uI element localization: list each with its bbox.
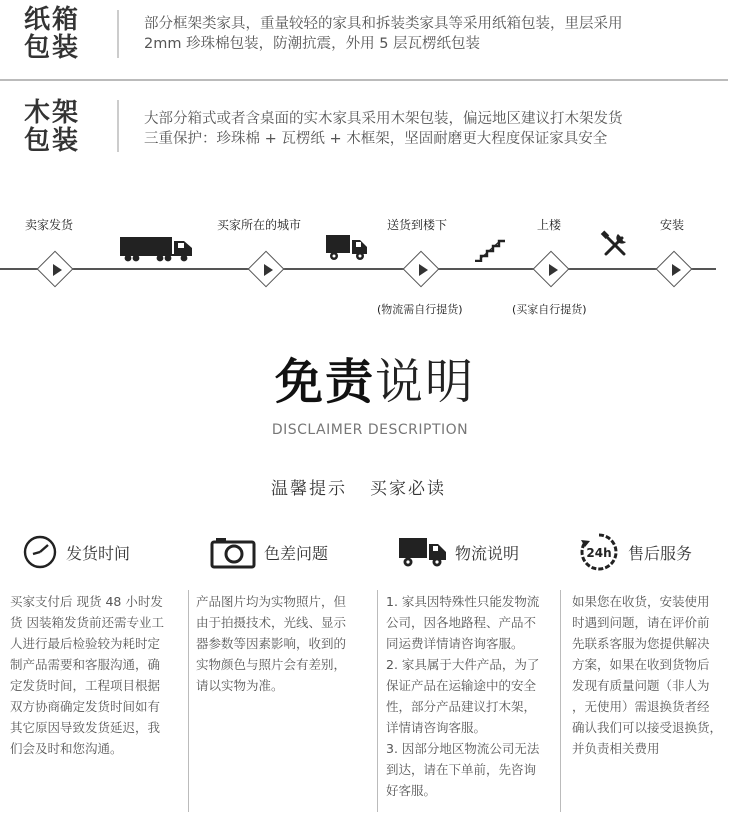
disclaimer-title: 免责说明 xyxy=(274,354,476,410)
disclaimer-subtitle: DISCLAIMER DESCRIPTION xyxy=(271,422,469,438)
svg-text:24h: 24h xyxy=(586,546,612,560)
tip-left: 温馨提示 xyxy=(271,479,347,499)
carton-divider xyxy=(117,10,119,58)
column-text-color-difference: 产品图片均为实物照片，但 由于拍摄技术，光线、显示 器参数等因素影响，收到的 实物颜色与照片会有差别， 请以实物为准。 xyxy=(196,594,347,693)
flow-line xyxy=(0,268,716,270)
note-buyer-pickup: (买家自行提货) xyxy=(512,303,587,316)
column-text-shipping-time: 买家支付后 现货 48 小时发 货 因装箱发货前还需专业工 人进行最后检验较为耗时定 制产品需要和客服沟通，确 定发货时间，工程项目根据 双方协商确定发货时间如有 其它原因导致发货延迟，我 们会及时和您沟通。 xyxy=(10,594,164,756)
stairs-icon xyxy=(474,238,508,262)
column-separator xyxy=(560,590,561,812)
column-head-logistics: 物流说明 xyxy=(399,530,519,574)
play-icon xyxy=(419,264,428,276)
tip-right: 买家必读 xyxy=(370,479,446,499)
flow-node-1 xyxy=(40,256,70,286)
step-label-seller-ships: 卖家发货 xyxy=(25,218,74,232)
column-text-after-sales: 如果您在收货，安装使用 时遇到问题，请在评价前 先联系客服为您提供解决 方案，如果在收到货物后 发现有质量问题（非人为 ，无使用）需退换货者经 确认我们可以接受退换货， 并负责相关费用 xyxy=(572,594,723,756)
column-separator xyxy=(188,590,189,812)
note-logistics-pickup: (物流需自行提货) xyxy=(377,303,463,316)
24h-icon xyxy=(578,531,620,573)
wood-packaging-text: 大部分箱式或者含桌面的实木家具采用木架包装，偏远地区建议打木架发货 三重保护：珍珠棉 + 瓦楞纸 + 木框架，坚固耐磨更大程度保证家具安全 xyxy=(144,111,623,147)
section-divider xyxy=(0,79,728,81)
truck-icon xyxy=(399,536,447,568)
play-icon xyxy=(53,264,62,276)
play-icon xyxy=(672,264,681,276)
flow-node-5 xyxy=(659,256,689,286)
carton-packaging-text: 部分框架类家具，重量较轻的家具和拆装类家具等采用纸箱包装，里层采用 2mm 珍珠棉包装，防潮抗震，外用 5 层瓦楞纸包装 xyxy=(144,16,623,52)
small-truck-icon xyxy=(326,233,368,261)
clock-icon xyxy=(22,534,58,570)
column-head-shipping-time: 发货时间 xyxy=(22,530,130,574)
large-truck-icon xyxy=(120,234,194,262)
step-label-deliver-downstairs: 送货到楼下 xyxy=(387,218,448,232)
column-separator xyxy=(377,590,378,812)
flow-node-2 xyxy=(251,256,281,286)
column-head-color-difference: 色差问题 xyxy=(210,530,328,574)
column-text-logistics: 1. 家具因特殊性只能发物流 公司，因各地路程、产品不 同运费详情请咨询客服。 2. 家具属于大件产品，为了 保证产品在运输途中的安全 性，部分产品建议打木架， 详情请咨询客服。 3. 因部分地区物流公司无法 到达，请在下单前，先咨询 好客服。 xyxy=(386,594,540,798)
wood-divider xyxy=(117,100,119,152)
step-label-install: 安装 xyxy=(660,218,685,232)
step-label-upstairs: 上楼 xyxy=(537,218,562,232)
step-label-buyer-city: 买家所在的城市 xyxy=(217,218,302,232)
camera-icon xyxy=(210,535,256,569)
wood-packaging-title: 木架 包装 xyxy=(24,98,81,156)
column-head-after-sales: 24h 售后服务 xyxy=(578,530,692,574)
tools-icon xyxy=(600,230,630,260)
carton-packaging-title: 纸箱 包装 xyxy=(24,5,81,63)
play-icon xyxy=(264,264,273,276)
flow-node-3 xyxy=(406,256,436,286)
play-icon xyxy=(549,264,558,276)
flow-node-4 xyxy=(536,256,566,286)
